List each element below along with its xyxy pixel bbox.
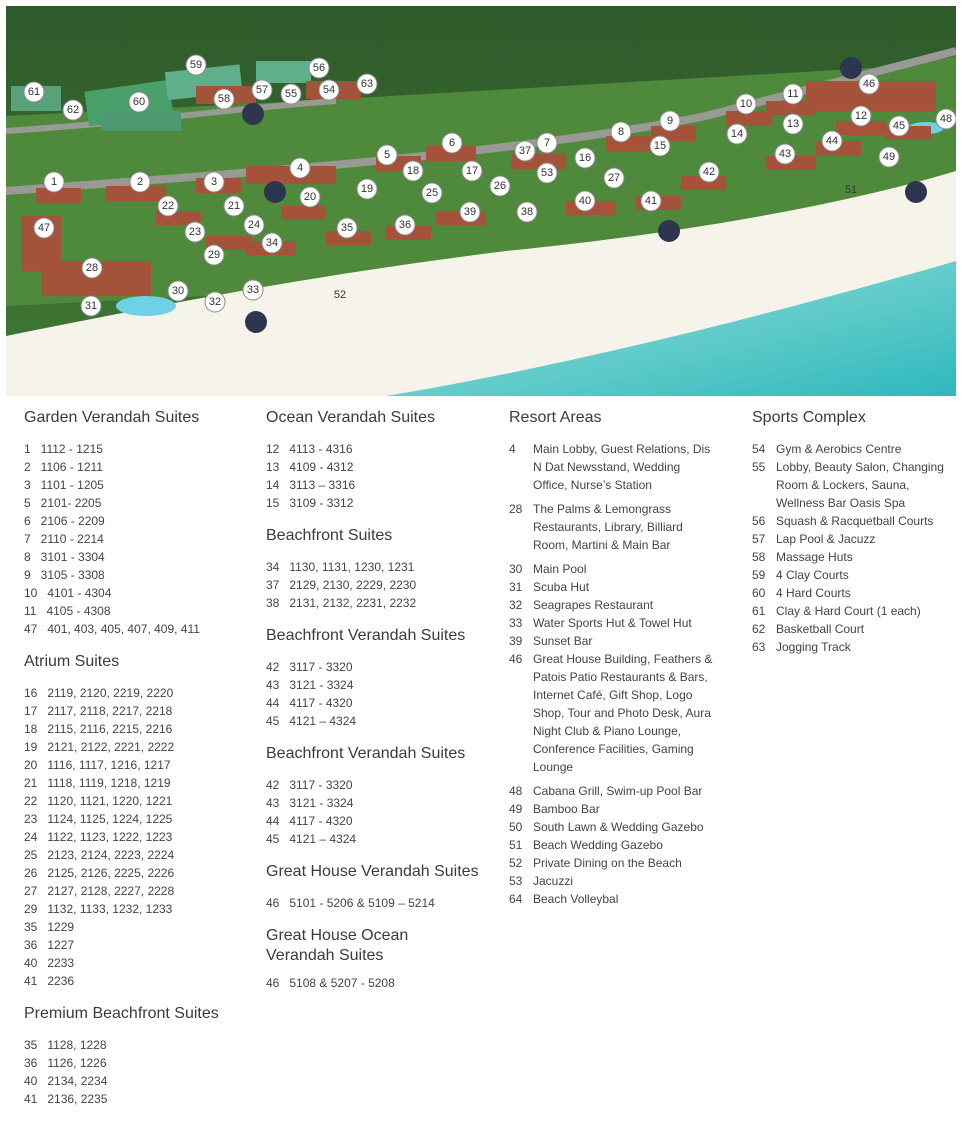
map-marker-label: 49: [882, 151, 896, 163]
suite-section: [266, 408, 496, 512]
suite-entry: 23 1124, 1125, 1224, 1225: [24, 812, 173, 826]
map-marker-44[interactable]: [822, 131, 842, 151]
entry-text: Cabana Grill, Swim-up Pool Bar: [533, 784, 703, 798]
map-marker-8[interactable]: [611, 122, 631, 142]
map-marker-49[interactable]: [879, 147, 899, 167]
suite-section: [266, 862, 496, 912]
suite-section: [24, 652, 254, 990]
suite-entry: 47 401, 403, 405, 407, 409, 411: [24, 622, 200, 636]
map-marker-33[interactable]: [243, 280, 263, 300]
legend-entry-28: [509, 500, 729, 554]
suite-entry: 10 4101 - 4304: [24, 586, 112, 600]
column-sports-complex: [752, 408, 957, 656]
map-marker-label: 15: [653, 140, 667, 152]
entry-text: Lap Pool & Jacuzz: [776, 532, 876, 546]
map-marker-54[interactable]: [319, 80, 339, 100]
suite-entry: 1 1112 - 1215: [24, 442, 103, 456]
suite-entry: 42 3117 - 3320: [266, 660, 353, 674]
map-marker-26[interactable]: [490, 176, 510, 196]
suite-entry: 41 2236: [24, 974, 75, 988]
suite-entry: 37 2129, 2130, 2229, 2230: [266, 578, 417, 592]
section-title: Beachfront Verandah Suites: [266, 745, 466, 762]
map-marker-47[interactable]: [34, 218, 54, 238]
map-marker-label: 13: [786, 118, 800, 130]
suite-entry: 6 2106 - 2209: [24, 514, 105, 528]
legend-entry-56: [752, 512, 957, 530]
entry-text: Seagrapes Restaurant: [533, 598, 654, 612]
legend-entry-49: [509, 800, 729, 818]
map-marker-label: 32: [208, 296, 222, 308]
map-marker-label: 43: [778, 148, 792, 160]
map-marker-22[interactable]: [158, 196, 178, 216]
suite-entry: 3 1101 - 1205: [24, 478, 104, 492]
map-marker-label: 26: [493, 180, 507, 192]
map-marker-label: 41: [644, 195, 658, 207]
map-marker-label: 21: [227, 200, 241, 212]
map-marker-label: 2: [136, 176, 144, 188]
column-suites-2: [266, 408, 496, 1006]
entry-number: 49: [509, 802, 523, 816]
suite-entry: 8 3101 - 3304: [24, 550, 105, 564]
suite-entry: 27 2127, 2128, 2227, 2228: [24, 884, 175, 898]
map-marker-label: 57: [255, 84, 269, 96]
map-marker-label: 18: [406, 165, 420, 177]
map-marker-4[interactable]: [290, 158, 310, 178]
suite-section: [266, 926, 496, 992]
suite-entry: 44 4117 - 4320: [266, 814, 353, 828]
map-marker-61[interactable]: [24, 82, 44, 102]
map-marker-14[interactable]: [727, 124, 747, 144]
suite-entry: 45 4121 – 4324: [266, 714, 357, 728]
entry-text: Beach Volleybal: [533, 892, 619, 906]
map-marker-1[interactable]: [44, 172, 64, 192]
entry-text: The Palms & Lemongrass Restaurants, Library, Billiard Room, Martini & Main Bar: [533, 502, 683, 552]
map-marker-28[interactable]: [82, 258, 102, 278]
legend-entry-33: [509, 614, 729, 632]
entry-number: 58: [752, 550, 766, 564]
entry-number: 31: [509, 580, 523, 594]
entry-number: 39: [509, 634, 523, 648]
map-marker-39[interactable]: [460, 202, 480, 222]
sports-complex-list: [752, 440, 957, 656]
entry-text: Beach Wedding Gazebo: [533, 838, 663, 852]
map-marker-38[interactable]: [517, 202, 537, 222]
map-marker-10[interactable]: [736, 94, 756, 114]
map-marker-label: 34: [265, 237, 279, 249]
map-marker-63[interactable]: [357, 74, 377, 94]
map-marker-label: 19: [360, 183, 374, 195]
map-marker-label: 16: [578, 152, 592, 164]
map-marker-31[interactable]: [81, 296, 101, 316]
map-marker-59[interactable]: [186, 55, 206, 75]
suite-entry: 24 1122, 1123, 1222, 1223: [24, 830, 173, 844]
map-marker-9[interactable]: [660, 111, 680, 131]
suite-entry: 34 1130, 1131, 1230, 1231: [266, 560, 415, 574]
legend-entry-4: [509, 440, 729, 494]
legend-entry-52: [509, 854, 729, 872]
tennis-court: [256, 61, 311, 83]
map-label-51: 51: [844, 184, 858, 196]
map-marker-20[interactable]: [300, 187, 320, 207]
map-marker-label: 44: [825, 135, 839, 147]
suite-entry: 44 4117 - 4320: [266, 696, 353, 710]
entry-number: 54: [752, 442, 766, 456]
entry-number: 48: [509, 784, 523, 798]
entry-text: Main Lobby, Guest Relations, Dis N Dat Newsstand, Wedding Office, Nurse’s Station: [533, 442, 711, 492]
entry-number: 53: [509, 874, 523, 888]
map-marker-37[interactable]: [515, 141, 535, 161]
entry-text: Sunset Bar: [533, 634, 593, 648]
section-title: Great House Verandah Suites: [266, 863, 479, 880]
map-marker-label: 29: [207, 249, 221, 261]
map-marker-2[interactable]: [130, 172, 150, 192]
legend-entry-61: [752, 602, 957, 620]
map-marker-label: 9: [666, 115, 674, 127]
map-marker-35[interactable]: [337, 218, 357, 238]
legend-entry-31: [509, 578, 729, 596]
suite-entry: 35 1229: [24, 920, 75, 934]
map-marker-42[interactable]: [699, 162, 719, 182]
entry-number: 52: [509, 856, 523, 870]
entry-number: 60: [752, 586, 766, 600]
suite-entry: 9 3105 - 3308: [24, 568, 105, 582]
map-marker-48[interactable]: [936, 109, 956, 129]
suite-entry: 40 2233: [24, 956, 75, 970]
map-marker-23[interactable]: [185, 222, 205, 242]
map-marker-34[interactable]: [262, 233, 282, 253]
map-marker-41[interactable]: [641, 191, 661, 211]
suite-section: [266, 744, 496, 848]
suite-entry: 46 5108 & 5207 - 5208: [266, 976, 395, 990]
suite-entry: 22 1120, 1121, 1220, 1221: [24, 794, 173, 808]
legend-entry-39: [509, 632, 729, 650]
suite-entry: 20 1116, 1117, 1216, 1217: [24, 758, 171, 772]
legend-entry-55: [752, 458, 957, 512]
map-label-52: 52: [333, 289, 347, 301]
entry-text: Massage Huts: [776, 550, 853, 564]
entry-text: Private Dining on the Beach: [533, 856, 682, 870]
suite-entry: 19 2121, 2122, 2221, 2222: [24, 740, 175, 754]
map-marker-label: 8: [617, 126, 625, 138]
map-marker-43[interactable]: [775, 144, 795, 164]
entry-text: 4 Clay Courts: [776, 568, 849, 582]
suite-entry: 15 3109 - 3312: [266, 496, 354, 510]
map-marker-label: 42: [702, 166, 716, 178]
sports-complex-title: Sports Complex: [752, 409, 866, 426]
map-marker-label: 62: [66, 104, 80, 116]
map-marker-32[interactable]: [205, 292, 225, 312]
suite-entry: 36 1126, 1226: [24, 1056, 107, 1070]
suite-entry: 25 2123, 2124, 2223, 2224: [24, 848, 175, 862]
map-marker-label: 10: [739, 98, 753, 110]
suite-entry: 7 2110 - 2214: [24, 532, 104, 546]
legend-entry-62: [752, 620, 957, 638]
entry-number: 46: [509, 652, 523, 666]
map-marker-label: 47: [37, 222, 51, 234]
section-title: Atrium Suites: [24, 653, 120, 670]
legend-entry-48: [509, 782, 729, 800]
map-marker-label: 7: [543, 137, 551, 149]
entry-number: 61: [752, 604, 766, 618]
map-marker-15[interactable]: [650, 136, 670, 156]
suite-entry: 5 2101- 2205: [24, 496, 102, 510]
map-marker-45[interactable]: [889, 116, 909, 136]
suite-entry: 43 3121 - 3324: [266, 678, 354, 692]
map-marker-29[interactable]: [204, 245, 224, 265]
map-marker-7[interactable]: [537, 133, 557, 153]
legend-entry-53: [509, 872, 729, 890]
tennis-court: [101, 111, 181, 131]
entry-text: Bamboo Bar: [533, 802, 600, 816]
map-marker-label: 40: [578, 195, 592, 207]
entry-number: 56: [752, 514, 766, 528]
map-marker-11[interactable]: [783, 84, 803, 104]
map-marker-label: 38: [520, 206, 534, 218]
map-marker-label: 48: [939, 113, 953, 125]
map-marker-label: 6: [448, 137, 456, 149]
map-marker-60[interactable]: [129, 92, 149, 112]
legend-entry-64: [509, 890, 729, 908]
resort-map[interactable]: [6, 6, 956, 396]
map-marker-label: 11: [787, 88, 799, 100]
map-marker-label: 30: [171, 285, 185, 297]
suite-entry: 16 2119, 2120, 2219, 2220: [24, 686, 174, 700]
map-marker-6[interactable]: [442, 133, 462, 153]
map-marker-label: 56: [312, 62, 326, 74]
map-marker-label: 54: [322, 84, 336, 96]
map-marker-label: 37: [518, 145, 532, 157]
map-marker-57[interactable]: [252, 80, 272, 100]
map-marker-label: 22: [161, 200, 175, 212]
suite-entry: 38 2131, 2132, 2231, 2232: [266, 596, 417, 610]
map-marker-46[interactable]: [859, 74, 879, 94]
map-marker-16[interactable]: [575, 148, 595, 168]
suite-entry: 29 1132, 1133, 1232, 1233: [24, 902, 173, 916]
entry-number: 64: [509, 892, 523, 906]
suite-entry: 35 1128, 1228: [24, 1038, 107, 1052]
map-marker-21[interactable]: [224, 196, 244, 216]
entry-text: Squash & Racquetball Courts: [776, 514, 934, 528]
map-marker-27[interactable]: [604, 168, 624, 188]
map-marker-label: 3: [210, 176, 218, 188]
map-marker-label: 58: [217, 93, 231, 105]
suite-entry: 11 4105 - 4308: [24, 604, 111, 618]
entry-number: 57: [752, 532, 766, 546]
entry-number: 30: [509, 562, 523, 576]
map-marker-55[interactable]: [281, 84, 301, 104]
suite-section: [266, 626, 496, 730]
legend-entry-57: [752, 530, 957, 548]
suite-entry: 14 3113 – 3316: [266, 478, 356, 492]
section-title: Beachfront Verandah Suites: [266, 627, 466, 644]
map-marker-label: 5: [383, 149, 391, 161]
resort-map-svg: [6, 6, 956, 396]
suite-section: [24, 408, 254, 638]
entry-number: 63: [752, 640, 766, 654]
legend-entry-63: [752, 638, 957, 656]
entry-number: 32: [509, 598, 523, 612]
map-marker-label: 33: [246, 284, 260, 296]
section-title: Premium Beachfront Suites: [24, 1005, 219, 1022]
map-marker-5[interactable]: [377, 145, 397, 165]
map-marker-label: 45: [892, 120, 906, 132]
entry-number: 50: [509, 820, 523, 834]
suite-entry: 36 1227: [24, 938, 75, 952]
legend-entry-50: [509, 818, 729, 836]
legend-entry-46: [509, 650, 729, 776]
legend-entry-32: [509, 596, 729, 614]
entry-number: 51: [509, 838, 523, 852]
legend-entry-60: [752, 584, 957, 602]
column-suites-1: [24, 408, 254, 1122]
column-resort-areas: [509, 408, 729, 908]
suite-entry: 18 2115, 2116, 2215, 2216: [24, 722, 173, 736]
entry-text: Jacuzzi: [533, 874, 574, 888]
entry-text: Great House Building, Feathers & Patois Patio Restaurants & Bars, Internet Café, Gift Shop, Logo Shop, Tour and Photo Desk, Aura Night Club & Piano Lounge, Conference Facilities, Gaming Lounge: [533, 652, 713, 774]
map-marker-label: 27: [607, 172, 621, 184]
map-marker-label: 60: [132, 96, 146, 108]
map-marker-58[interactable]: [214, 89, 234, 109]
suite-entry: 46 5101 - 5206 & 5109 – 5214: [266, 896, 435, 910]
legend-entry-54: [752, 440, 957, 458]
map-marker-label: 25: [425, 187, 439, 199]
map-marker-label: 20: [303, 191, 317, 203]
suite-entry: 21 1118, 1119, 1218, 1219: [24, 776, 171, 790]
suite-entry: 42 3117 - 3320: [266, 778, 353, 792]
map-marker-17[interactable]: [462, 161, 482, 181]
map-marker-label: 63: [360, 78, 374, 90]
map-marker-label: 4: [296, 162, 304, 174]
legend-entry-59: [752, 566, 957, 584]
map-marker-3[interactable]: [204, 172, 224, 192]
suite-section: [24, 1004, 254, 1108]
map-marker-62[interactable]: [63, 100, 83, 120]
suite-entry: 2 1106 - 1211: [24, 460, 103, 474]
entry-text: Scuba Hut: [533, 580, 590, 594]
map-marker-30[interactable]: [168, 281, 188, 301]
map-marker-label: 28: [85, 262, 99, 274]
suite-entry: 41 2136, 2235: [24, 1092, 108, 1106]
legend-entry-51: [509, 836, 729, 854]
map-marker-56[interactable]: [309, 58, 329, 78]
map-marker-label: 17: [465, 165, 479, 177]
map-marker-label: 23: [188, 226, 202, 238]
entry-number: 28: [509, 502, 523, 516]
map-marker-label: 1: [50, 176, 58, 188]
entry-text: Basketball Court: [776, 622, 865, 636]
suite-entry: 40 2134, 2234: [24, 1074, 108, 1088]
map-marker-label: 14: [730, 128, 744, 140]
map-marker-40[interactable]: [575, 191, 595, 211]
suite-entry: 13 4109 - 4312: [266, 460, 354, 474]
map-marker-label: 35: [340, 222, 354, 234]
entry-number: 62: [752, 622, 766, 636]
map-marker-36[interactable]: [395, 215, 415, 235]
suite-entry: 43 3121 - 3324: [266, 796, 354, 810]
entry-number: 4: [509, 442, 516, 456]
map-marker-53[interactable]: [537, 163, 557, 183]
entry-number: 59: [752, 568, 766, 582]
map-marker-label: 61: [27, 86, 41, 98]
entry-text: Water Sports Hut & Towel Hut: [533, 616, 692, 630]
map-marker-19[interactable]: [357, 179, 377, 199]
suite-entry: 12 4113 - 4316: [266, 442, 353, 456]
suite-section: [266, 526, 496, 612]
map-marker-label: 39: [463, 206, 477, 218]
entry-text: Gym & Aerobics Centre: [776, 442, 902, 456]
entry-text: Lobby, Beauty Salon, Changing Room & Lockers, Sauna, Wellness Bar Oasis Spa: [776, 460, 944, 510]
section-title: Beachfront Suites: [266, 527, 393, 544]
map-marker-label: 36: [398, 219, 412, 231]
legend-entry-58: [752, 548, 957, 566]
map-marker-25[interactable]: [422, 183, 442, 203]
resort-areas-title: Resort Areas: [509, 409, 602, 426]
map-marker-label: 46: [862, 78, 876, 90]
map-marker-label: 59: [189, 59, 203, 71]
entry-text: Main Pool: [533, 562, 587, 576]
map-marker-label: 55: [284, 88, 298, 100]
suite-entry: 45 4121 – 4324: [266, 832, 357, 846]
map-marker-label: 53: [540, 167, 554, 179]
entry-text: Clay & Hard Court (1 each): [776, 604, 921, 618]
resort-areas-list: [509, 440, 729, 908]
suite-entry: 17 2117, 2118, 2217, 2218: [24, 704, 173, 718]
entry-number: 33: [509, 616, 523, 630]
legend-entry-30: [509, 560, 729, 578]
section-title: Ocean Verandah Suites: [266, 409, 436, 426]
entry-text: Jogging Track: [776, 640, 851, 654]
section-title: Garden Verandah Suites: [24, 409, 200, 426]
entry-text: South Lawn & Wedding Gazebo: [533, 820, 704, 834]
entry-text: 4 Hard Courts: [776, 586, 851, 600]
map-marker-label: 12: [854, 110, 868, 122]
map-marker-13[interactable]: [783, 114, 803, 134]
suite-entry: 26 2125, 2126, 2225, 2226: [24, 866, 175, 880]
entry-number: 55: [752, 460, 766, 474]
section-title: Great House Ocean Verandah Suites: [266, 927, 409, 964]
map-marker-18[interactable]: [403, 161, 423, 181]
main-pool: [116, 296, 176, 316]
map-marker-12[interactable]: [851, 106, 871, 126]
map-marker-24[interactable]: [244, 215, 264, 235]
map-marker-label: 24: [247, 219, 261, 231]
map-marker-label: 31: [84, 300, 98, 312]
